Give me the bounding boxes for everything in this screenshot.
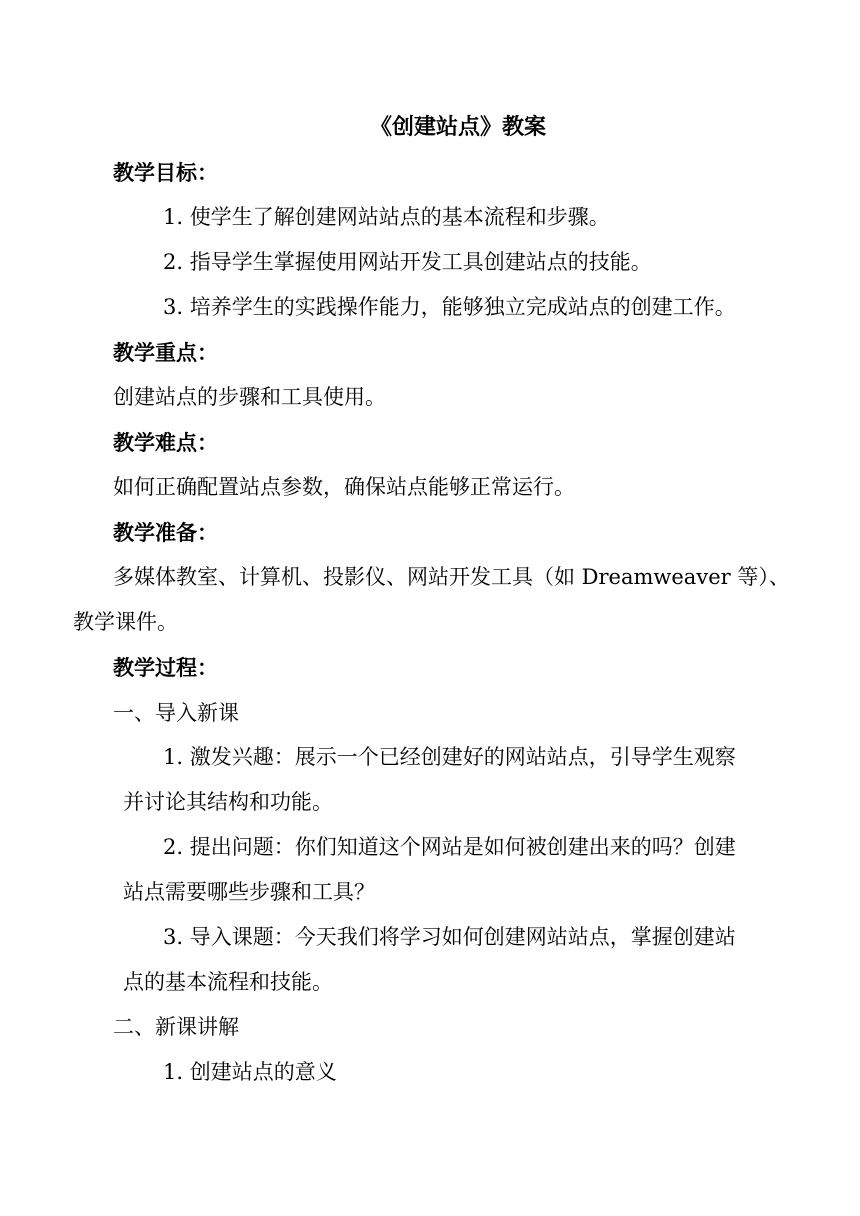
section-1-item-2-line-1: 2. 提出问题：你们知道这个网站是如何被创建出来的吗？创建 [163, 835, 736, 859]
objective-item-2: 2. 指导学生掌握使用网站开发工具创建站点的技能。 [163, 250, 652, 274]
key-points-heading: 教学重点： [113, 341, 218, 365]
section-1-title: 一、导入新课 [113, 701, 239, 725]
objectives-heading: 教学目标： [113, 161, 218, 185]
section-1-item-1-line-2: 并讨论其结构和功能。 [123, 790, 333, 814]
objective-item-3: 3. 培养学生的实践操作能力，能够独立完成站点的创建工作。 [163, 295, 736, 319]
section-1-item-1-line-1: 1. 激发兴趣：展示一个已经创建好的网站站点，引导学生观察 [163, 745, 736, 769]
section-1-item-2-line-2: 站点需要哪些步骤和工具？ [123, 880, 375, 904]
preparation-text-line-2: 教学课件。 [73, 610, 178, 634]
process-heading: 教学过程： [113, 656, 218, 680]
section-2-item-1: 1. 创建站点的意义 [163, 1060, 337, 1084]
difficulties-heading: 教学难点： [113, 431, 218, 455]
difficulties-text: 如何正确配置站点参数，确保站点能够正常运行。 [113, 475, 575, 499]
section-1-item-3-line-2: 点的基本流程和技能。 [123, 970, 333, 994]
document-title: 《创建站点》教案 [369, 115, 546, 140]
preparation-text-line-1: 多媒体教室、计算机、投影仪、网站开发工具（如 Dreamweaver 等）、 [113, 565, 790, 589]
section-2-title: 二、新课讲解 [113, 1015, 239, 1039]
section-1-item-3-line-1: 3. 导入课题：今天我们将学习如何创建网站站点，掌握创建站 [163, 925, 736, 949]
preparation-heading: 教学准备： [113, 521, 218, 545]
key-points-text: 创建站点的步骤和工具使用。 [113, 385, 386, 409]
objective-item-1: 1. 使学生了解创建网站站点的基本流程和步骤。 [163, 205, 610, 229]
